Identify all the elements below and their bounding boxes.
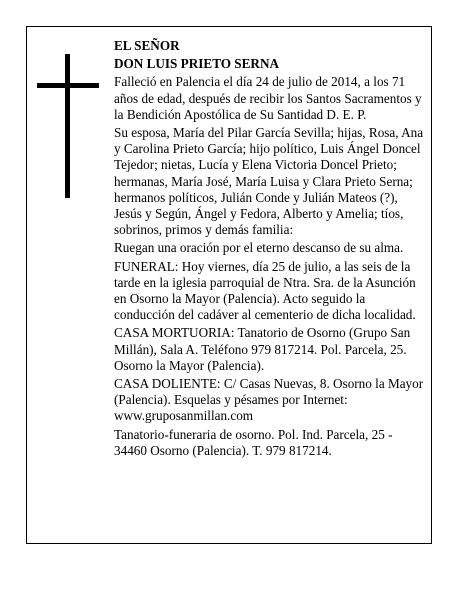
family-paragraph: Su esposa, María del Pilar García Sevilla; hijas, Rosa, Ana y Carolina Prieto García; hijo político, Luis Ángel Doncel Tejedor; nietas, Lucía y Elena Victoria Doncel Prieto; hermanas, María José, María Luisa y Clara Prieto Serna; hermanos políticos, Julián Conde y Julián Mateos (?), Jesús y Según, Ángel y Fedora, Alberto y Amelia; tíos, sobrinos, primos y demás familia: — [114, 125, 424, 238]
prayer-request-paragraph: Ruegan una oración por el eterno descanso de su alma. — [114, 240, 404, 256]
cross-icon — [37, 54, 99, 198]
death-announcement-paragraph: Falleció en Palencia el día 24 de julio de 2014, a los 71 años de edad, después de recibir los Santos Sacramentos y la Bendición Apostólica de Su Santidad D. E. P. — [114, 74, 422, 122]
cross-horizontal-bar — [37, 83, 99, 88]
funeral-home-paragraph: Tanatorio-funeraria de osorno. Pol. Ind. Parcela, 25 - 34460 Osorno (Palencia). T. 979 817214. — [114, 426, 393, 458]
heading-title: EL SEÑOR — [114, 38, 180, 53]
funeral-paragraph: FUNERAL: Hoy viernes, día 25 de julio, a las seis de la tarde en la iglesia parroquial de Ntra. Sra. de la Asunción en Osorno la Mayor (Palencia). Acto seguido la conducción del cadáver al cementerio de dicha localidad. — [114, 258, 416, 323]
mortuary-paragraph: CASA MORTUORIA: Tanatorio de Osorno (Grupo San Millán), Sala A. Teléfono 979 817214. Pol. Parcela, 25. Osorno la Mayor (Palencia). — [114, 325, 411, 373]
family-home-paragraph: CASA DOLIENTE: C/ Casas Nuevas, 8. Osorno la Mayor (Palencia). Esquelas y pésames por Internet: www.gruposanmillan.com — [114, 376, 424, 424]
deceased-name: DON LUIS PRIETO SERNA — [114, 56, 280, 72]
cross-vertical-bar — [65, 54, 70, 198]
obituary-text — [114, 38, 424, 461]
